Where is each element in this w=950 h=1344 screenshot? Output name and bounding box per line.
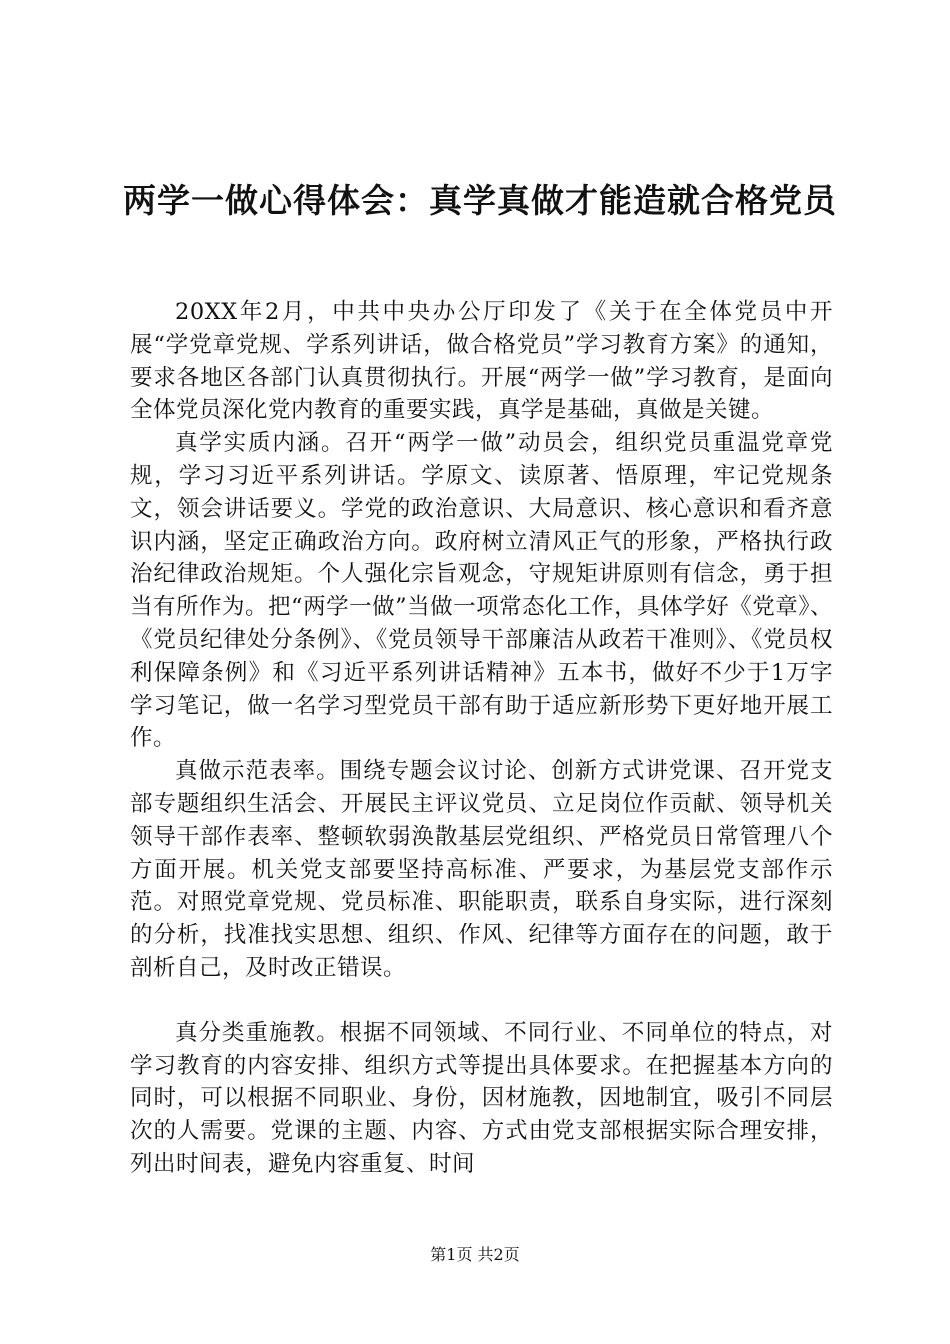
page-number: 第1页 共2页 xyxy=(430,1245,520,1264)
paragraph: 真学实质内涵。召开“两学一做”动员会，组织党员重温党章党规，学习习近平系列讲话。学原文、读原著、悟原理，牢记党规条文，领会讲话要义。学党的政治意识、大局意识、核心意识和看齐意识内涵，坚定正确政治方向。政府树立清风正气的形象，严格执行政治纪律政治规矩。个人强化宗旨观念，守规矩讲原则有信念，勇于担当有所作为。把“两学一做”当做一项常态化工作，具体学好《党章》、《党员纪律处分条例》、《党员领导干部廉洁从政若干准则》、《党员权利保障条例》和《习近平系列讲话精神》五本书，做好不少于1万字学习笔记，做一名学习型党员干部有助于适应新形势下更好地开展工作。 xyxy=(130,430,833,752)
paragraph: 真做示范表率。围绕专题会议讨论、创新方式讲党课、召开党支部专题组织生活会、开展民主评议党员、立足岗位作贡献、领导机关领导干部作表率、整顿软弱涣散基层党组织、严格党员日常管理八个方面开展。机关党支部要坚持高标准、严要求，为基层党支部作示范。对照党章党规、党员标准、职能职责，联系自身实际，进行深刻的分析，找准找实思想、组织、作风、纪律等方面存在的问题，敢于剖析自己，及时改正错误。 xyxy=(130,758,833,981)
paragraph: 真分类重施教。根据不同领域、不同行业、不同单位的特点，对学习教育的内容安排、组织方式等提出具体要求。在把握基本方向的同时，可以根据不同职业、身份，因材施教，因地制宜，吸引不同层次的人需要。党课的主题、内容、方式由党支部根据实际合理安排，列出时间表，避免内容重复、时间 xyxy=(130,1019,833,1177)
document-body xyxy=(130,296,833,1181)
page-footer xyxy=(0,1245,950,1265)
paragraph: 20XX年2月，中共中央办公厅印发了《关于在全体党员中开展“学党章党规、学系列讲话，做合格党员”学习教育方案》的通知，要求各地区各部门认真贯彻执行。开展“两学一做”学习教育，是面向全体党员深化党内教育的重要实践，真学是基础，真做是关键。 xyxy=(130,299,833,424)
document-title: 两学一做心得体会：真学真做才能造就合格党员 xyxy=(123,181,837,220)
